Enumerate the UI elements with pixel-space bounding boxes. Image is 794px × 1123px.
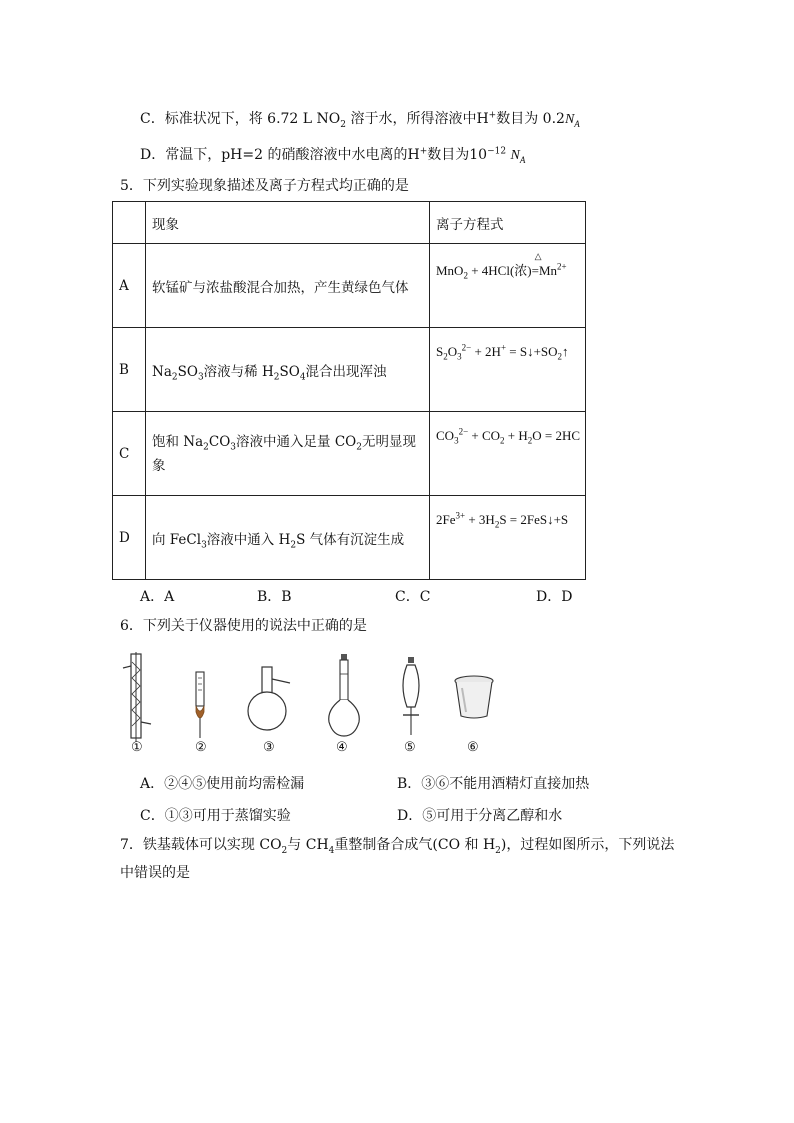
header-cell-equation: 离子方程式 — [430, 202, 586, 244]
header-cell-label — [113, 202, 146, 244]
apparatus-label-4: ④ — [336, 740, 348, 755]
apparatus-label-5: ⑤ — [404, 740, 416, 755]
apparatus-label-3: ③ — [263, 740, 275, 755]
q4d-text-1: D．常温下，pH=2 的硝酸溶液中水电离的 — [140, 147, 408, 163]
volumetric-flask-icon — [325, 652, 365, 738]
row-label: C — [113, 412, 146, 496]
q7-stem-line2: 中错误的是 — [120, 865, 190, 881]
q5-choice-c[interactable]: C．C — [395, 589, 431, 605]
q4-option-d — [140, 146, 525, 165]
phen-part: CO — [208, 433, 231, 450]
q5-choice-b[interactable]: B．B — [257, 589, 292, 605]
q6-choice-a[interactable]: A．②④⑤使用前均需检漏 — [140, 776, 305, 792]
q7-stem-line1: 7．铁基载体可以实现 $CO_2$与 $CH_4$重整制备合成气(CO 和 $H_2$)，过程如图所示，下列说法 — [120, 837, 675, 856]
h-plus: H+ — [476, 110, 497, 127]
phen-part: 溶液中通入足量 CO — [236, 433, 357, 450]
apparatus-label-2: ② — [195, 740, 207, 755]
table-row — [113, 328, 586, 412]
q7-part: 7．铁基载体可以实现 CO — [120, 837, 282, 853]
apparatus-label-6: ⑥ — [467, 740, 479, 755]
separatory-funnel-icon — [395, 655, 429, 740]
phen-part: 混合出现浑浊 — [305, 363, 387, 380]
row-equation: $S_2O_3^{2-} + 2H^+$ = $S↓+SO_2↑$ — [430, 328, 586, 412]
q7-part: )，过程如图所示，下列说法 — [500, 837, 675, 853]
q6-stem: 6．下列关于仪器使用的说法中正确的是 — [120, 618, 367, 634]
table-row — [113, 496, 586, 580]
phen-part: SO — [279, 363, 300, 380]
q6-choice-b[interactable]: B．③⑥不能用酒精灯直接加热 — [397, 776, 590, 792]
q7-part: 与 CH — [287, 837, 329, 853]
avogadro-symbol: $N_A$ — [564, 112, 580, 129]
row-equation: $CO_3^{2-} + CO_2 + H_2O = 2HC$ — [430, 412, 586, 496]
q4c-text-3: 数目为 0.2 — [496, 111, 565, 127]
q4-option-c — [140, 110, 580, 129]
phen-part: 溶液中通入 H — [206, 531, 291, 548]
q4c-text-2: 溶于水，所得溶液中 — [350, 111, 477, 127]
distilling-flask-icon — [245, 665, 295, 735]
crucible-icon — [450, 672, 498, 722]
row-equation: $2Fe^{3+} + 3H_2S$ = 2FeS↓+S — [430, 496, 586, 580]
q4d-text-2: 数目为 — [427, 147, 470, 163]
row-label: D — [113, 496, 146, 580]
q5-stem: 5．下列实验现象描述及离子方程式均正确的是 — [120, 178, 409, 194]
row-label: B — [113, 328, 146, 412]
q4c-text-1: C．标准状况下，将 6.72 L — [140, 111, 317, 127]
q7-part: 重整制备合成气(CO 和 H — [334, 837, 496, 853]
q5-table — [112, 201, 586, 580]
q6-choice-d[interactable]: D．⑤可用于分离乙醇和水 — [397, 808, 563, 824]
phen-part: 无明显现 — [361, 433, 416, 450]
apparatus-label-1: ① — [131, 740, 143, 755]
phen-part: S 气体有沉淀生成 — [296, 531, 405, 548]
power-term: $10^{-12}$ — [469, 146, 507, 163]
table-header-row — [113, 202, 586, 244]
burette-icon — [188, 670, 212, 742]
no2-formula: $NO_2$ — [316, 111, 346, 130]
row-label: A — [113, 244, 146, 328]
phen-part: 象 — [152, 457, 166, 474]
phen-part: 溶液与稀 H — [203, 363, 274, 380]
h-plus: H+ — [407, 146, 428, 163]
phen-part: O — [186, 363, 198, 380]
phen-part: 饱和 Na — [152, 433, 204, 450]
phen-part: S — [177, 363, 187, 380]
row-phenomenon: 饱和 $Na_2CO_3$溶液中通入足量 $CO_2$无明显现 象 — [146, 412, 430, 496]
row-phenomenon: 向 FeCl$_3$溶液中通入 $H_2S$ 气体有沉淀生成 — [146, 496, 430, 580]
row-phenomenon: 软锰矿与浓盐酸混合加热，产生黄绿色气体 — [146, 244, 430, 328]
table-row — [113, 244, 586, 328]
q5-choice-a[interactable]: A．A — [140, 589, 175, 605]
avogadro-symbol: $N_A$ — [510, 148, 526, 165]
phen-part: Na — [152, 363, 172, 380]
q5-choice-d[interactable]: D．D — [536, 589, 573, 605]
condenser-icon — [118, 652, 158, 742]
table-row — [113, 412, 586, 496]
row-equation: MnO$_2$ + 4HCl(浓) △ $=Mn^{2+}$ — [430, 244, 586, 328]
row-phenomenon: $Na_2SO_3$溶液与稀 $H_2SO_4$混合出现浑浊 — [146, 328, 430, 412]
phen-part: 向 FeCl — [152, 531, 202, 548]
q6-choice-c[interactable]: C．①③可用于蒸馏实验 — [140, 808, 291, 824]
header-cell-phenomenon: 现象 — [146, 202, 430, 244]
